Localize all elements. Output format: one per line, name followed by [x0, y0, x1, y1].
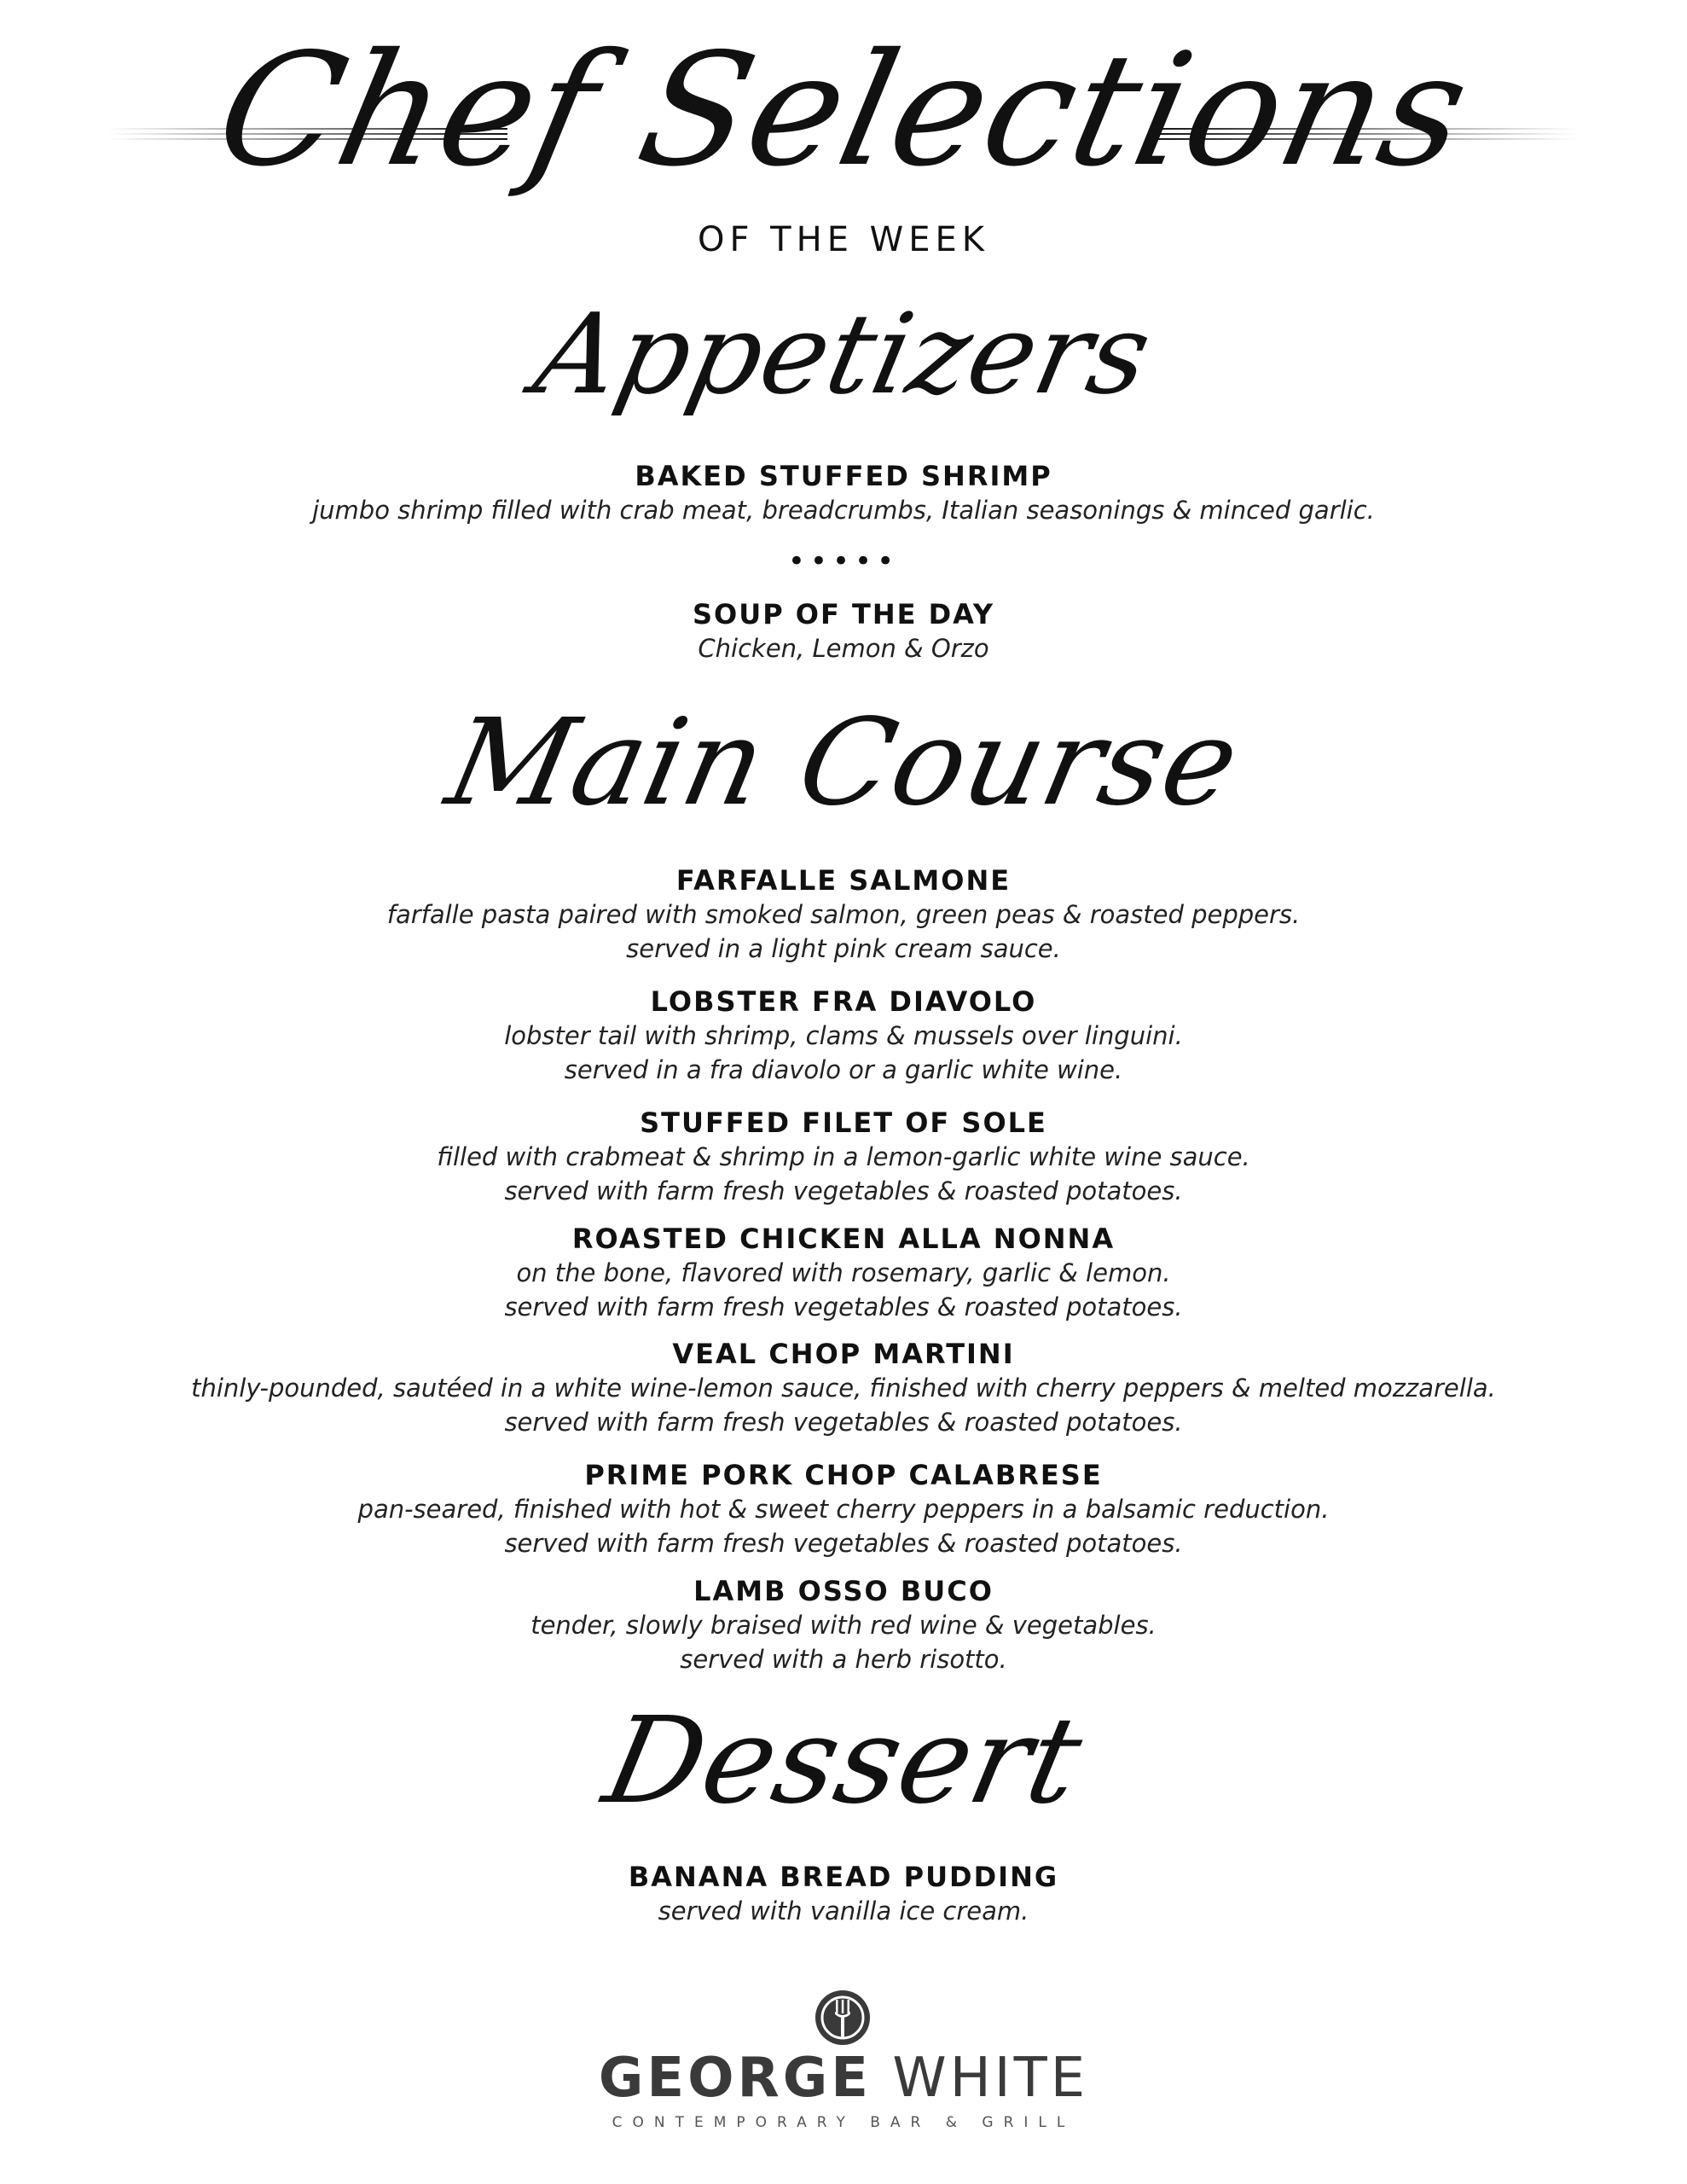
item-description: farfalle pasta paired with smoked salmon, green peas & roasted peppers.	[386, 900, 1301, 929]
item-description: served in a light pink cream sauce.	[626, 934, 1061, 963]
item-description: served in a fra diavolo or a garlic white wine.	[564, 1055, 1123, 1084]
item-name: LAMB OSSO BUCO	[693, 1575, 994, 1607]
item-description: jumbo shrimp filled with crab meat, breadcrumbs, Italian seasonings & minced garlic.	[312, 496, 1375, 525]
divider-dots: •••••	[787, 544, 900, 578]
item-name: BANANA BREAD PUDDING	[628, 1861, 1059, 1893]
section-heading-appetizers: Appetizers	[525, 289, 1162, 419]
item-description: tender, slowly braised with red wine & vegetables.	[530, 1611, 1157, 1640]
item-description: Chicken, Lemon & Orzo	[698, 634, 989, 663]
menu-item	[0, 1106, 1687, 1208]
brand-logo	[0, 2048, 1687, 2109]
brand-tagline: CONTEMPORARY BAR & GRILL	[612, 2114, 1075, 2131]
item-description: lobster tail with shrimp, clams & mussels over linguini.	[504, 1021, 1183, 1050]
item-name: VEAL CHOP MARTINI	[672, 1338, 1015, 1370]
fork-circle-icon	[813, 1988, 872, 2048]
menu-item	[0, 1337, 1687, 1439]
menu-item	[0, 1458, 1687, 1560]
item-description: filled with crabmeat & shrimp in a lemon-garlic white wine sauce.	[437, 1142, 1250, 1171]
item-name: BAKED STUFFED SHRIMP	[635, 460, 1052, 492]
item-description: served with a herb risotto.	[680, 1645, 1007, 1674]
item-description: served with farm fresh vegetables & roasted potatoes.	[504, 1529, 1183, 1558]
menu-item	[0, 863, 1687, 966]
item-description: served with vanilla ice cream.	[658, 1896, 1029, 1926]
item-description: on the bone, flavored with rosemary, garlic & lemon.	[516, 1258, 1171, 1287]
item-description: served with farm fresh vegetables & roasted potatoes.	[504, 1408, 1183, 1437]
brand-name-light: WHITE	[892, 2047, 1089, 2110]
section-heading-main-course: Main Course	[436, 694, 1251, 833]
menu-item	[0, 597, 1687, 665]
item-name: LOBSTER FRA DIAVOLO	[650, 985, 1037, 1018]
section-heading-dessert: Dessert	[593, 1692, 1094, 1831]
item-description: served with farm fresh vegetables & roasted potatoes.	[504, 1292, 1183, 1321]
item-name: FARFALLE SALMONE	[675, 864, 1012, 897]
item-name: STUFFED FILET OF SOLE	[640, 1107, 1047, 1139]
item-name: ROASTED CHICKEN ALLA NONNA	[571, 1223, 1116, 1255]
item-description: pan-seared, finished with hot & sweet cherry peppers in a balsamic reduction.	[357, 1495, 1330, 1524]
brand-name-bold: GEORGE	[598, 2047, 872, 2110]
item-description: served with farm fresh vegetables & roasted potatoes.	[504, 1176, 1183, 1205]
menu-item	[0, 1860, 1687, 1928]
item-description: thinly-pounded, sautéed in a white wine-lemon sauce, finished with cherry peppers & melted mozzarella.	[191, 1374, 1496, 1403]
menu-item	[0, 459, 1687, 527]
item-name: PRIME PORK CHOP CALABRESE	[584, 1459, 1103, 1491]
page-title: Chef Selections	[203, 20, 1484, 200]
page-subtitle: OF THE WEEK	[697, 220, 990, 259]
item-name: SOUP OF THE DAY	[692, 598, 995, 630]
menu-item	[0, 985, 1687, 1087]
menu-item	[0, 1574, 1687, 1676]
menu-item	[0, 1222, 1687, 1324]
